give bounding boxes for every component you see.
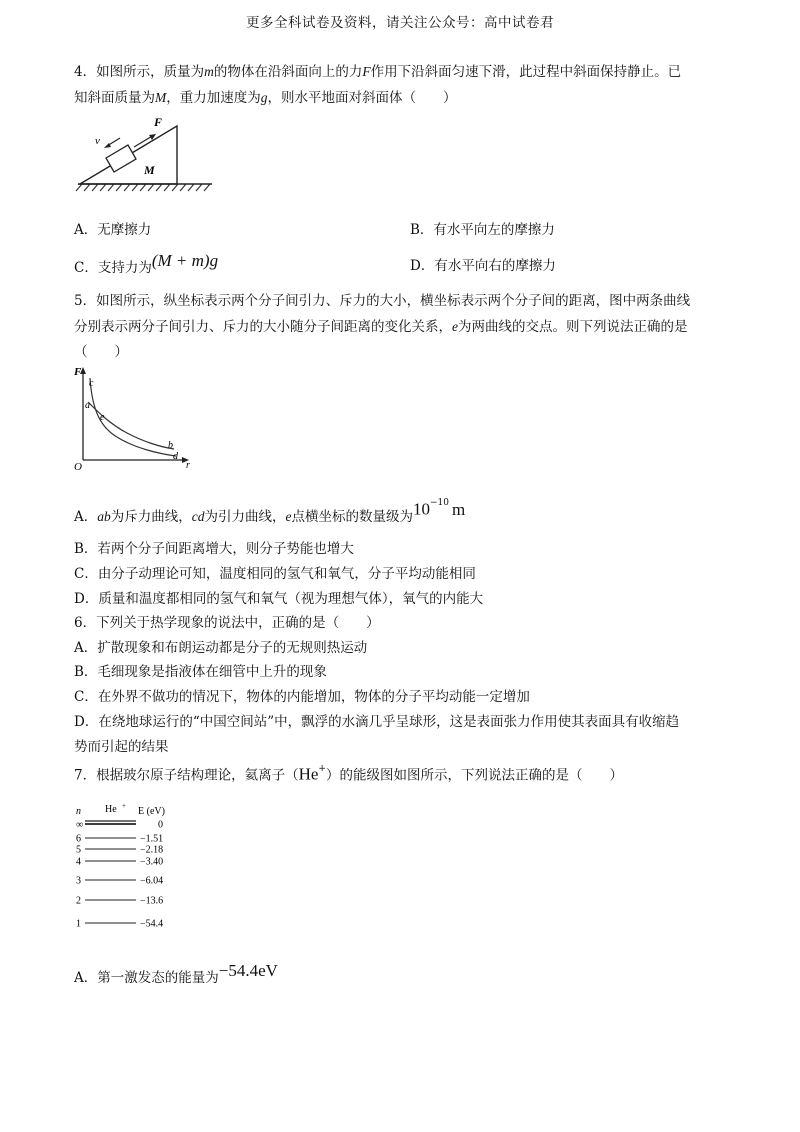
level-energy-label: −3.40 <box>140 856 164 868</box>
q7-stem: 7．根据玻尔原子结构理论，氦离子（He+）的能级图如图所示，下列说法正确的是（ ） <box>74 764 623 784</box>
level-energy-label: 0 <box>158 819 163 831</box>
level-n-label: 2 <box>76 895 81 907</box>
fig-label-F: F <box>154 115 163 129</box>
fig-label-r: r <box>186 460 190 471</box>
q5-option-d[interactable]: D．质量和温度都相同的氢气和氧气（视为理想气体），氧气的内能大 <box>74 591 484 607</box>
fig-label-F: F <box>74 366 82 378</box>
q4-option-a[interactable]: A．无摩擦力 <box>74 222 152 238</box>
curve-ab <box>88 402 174 449</box>
level-n-label: 4 <box>76 856 81 868</box>
fig-label-e: e <box>100 412 105 423</box>
level-energy-label: −2.18 <box>140 844 164 856</box>
fig-label-ion: He <box>105 804 117 815</box>
block <box>106 145 136 172</box>
page-header: 更多全科试卷及资料，请关注公众号：高中试卷君 <box>246 15 554 31</box>
fig-label-ion-sup: + <box>122 802 126 810</box>
level-n-label: ∞ <box>76 819 84 831</box>
q7-option-a[interactable]: A．第一激发态的能量为−54.4eV <box>74 961 278 986</box>
level-energy-label: −6.04 <box>140 875 164 887</box>
q6-option-c[interactable]: C．在外界不做功的情况下，物体的内能增加，物体的分子平均动能一定增加 <box>74 689 530 705</box>
level-energy-label: −13.6 <box>140 895 164 907</box>
level-n-label: 5 <box>76 844 81 856</box>
fig-label-M: M <box>144 163 155 177</box>
level-energy-label: −1.51 <box>140 833 164 845</box>
q6-option-d-line1[interactable]: D．在绕地球运行的“中国空间站”中，飘浮的水滴几乎呈球形，这是表面张力作用使其表面具有收缩趋 <box>74 714 680 730</box>
q5-option-c[interactable]: C．由分子动理论可知，温度相同的氢气和氧气，分子平均动能相同 <box>74 566 476 582</box>
q5-force-distance-figure <box>72 364 194 472</box>
q4-option-c[interactable]: C．支持力为(M + m)g <box>74 251 219 276</box>
level-n-label: 3 <box>76 875 81 887</box>
fig-label-E: E (eV) <box>138 806 165 817</box>
fig-label-a: a <box>85 400 90 411</box>
fig-label-c: c <box>89 378 94 389</box>
fig-label-n: n <box>76 806 81 817</box>
fig-label-b: b <box>168 440 173 451</box>
q6-option-d-line2: 势而引起的结果 <box>74 739 169 755</box>
q5-stem-line2: 分别表示两分子间引力、斥力的大小随分子间距离的变化关系，e为两曲线的交点。则下列说法正确的是 <box>74 319 688 335</box>
q7-energy-level-diagram <box>72 802 192 930</box>
q5-stem-line3: （ ） <box>74 344 128 360</box>
q4-option-b[interactable]: B．有水平向左的摩擦力 <box>410 222 555 238</box>
level-n-label: 1 <box>76 918 81 930</box>
level-n-label: 6 <box>76 833 81 845</box>
q5-option-b[interactable]: B．若两个分子间距离增大，则分子势能也增大 <box>74 541 354 557</box>
energy-levels <box>76 820 163 930</box>
q4-stem-line2: 知斜面质量为M，重力加速度为g，则水平地面对斜面体（ ） <box>74 90 457 106</box>
level-energy-label: −54.4 <box>140 918 164 930</box>
q6-option-a[interactable]: A．扩散现象和布朗运动都是分子的无规则热运动 <box>74 640 368 656</box>
fig-label-O: O <box>74 461 82 472</box>
fig-label-v: v <box>95 135 100 147</box>
q6-option-b[interactable]: B．毛细现象是指液体在细管中上升的现象 <box>74 664 327 680</box>
q4-incline-figure <box>74 112 216 194</box>
q5-option-a[interactable]: A．ab为斥力曲线，cd为引力曲线，e点横坐标的数量级为$10^{-10}$ m <box>74 498 466 525</box>
q5-stem-line1: 5．如图所示，纵坐标表示两个分子间引力、斥力的大小，横坐标表示两个分子间的距离，图中两条曲线 <box>74 293 691 309</box>
fig-label-d: d <box>173 451 178 462</box>
q6-stem: 6．下列关于热学现象的说法中，正确的是（ ） <box>74 615 380 631</box>
q4-option-d[interactable]: D．有水平向右的摩擦力 <box>410 258 556 274</box>
q4-stem-line1: 4．如图所示，质量为m的物体在沿斜面向上的力F作用下沿斜面匀速下滑，此过程中斜面保持静止。已 <box>74 64 682 80</box>
